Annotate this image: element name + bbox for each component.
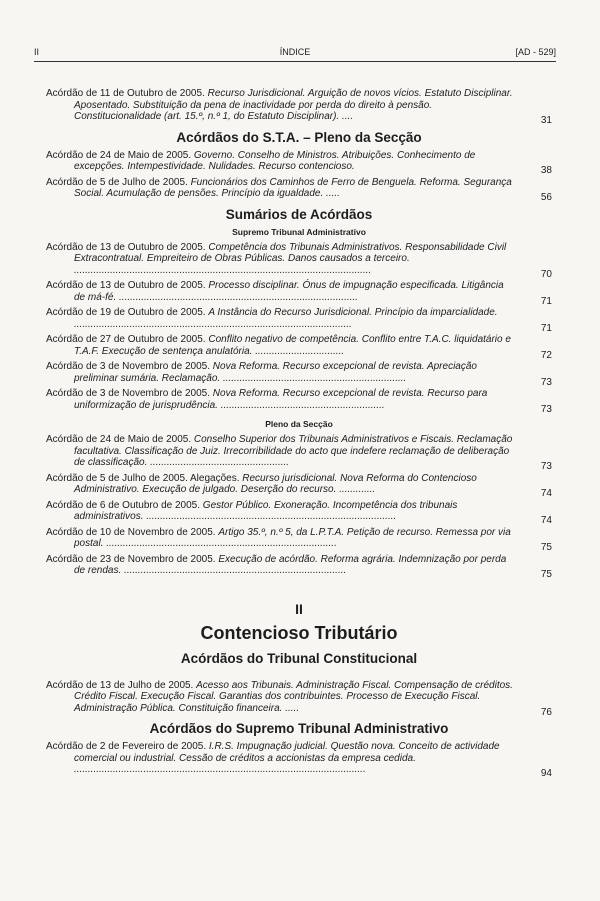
entry-date: Acórdão de 24 de Maio de 2005. [46, 434, 194, 445]
entry-subject: Conselho Superior dos Tribunais Administrativos e Fiscais. Reclamação facultativa. Classificação de Juiz. Irrecorribilidade do acto que indefere reclamação de deliberação de classificação. .................................................. [74, 434, 513, 468]
entry-page-number: 74 [540, 515, 552, 526]
entry-date: Acórdão de 3 de Novembro de 2005. [46, 388, 213, 399]
part-title: Contencioso Tributário [200, 622, 398, 643]
entry-date: Acórdão de 24 de Maio de 2005. [46, 149, 194, 161]
index-entry [46, 149, 552, 176]
entry-page-number: 73 [540, 376, 552, 388]
entry-date: Acórdão de 5 de Julho de 2005. Alegações. [46, 472, 243, 484]
index-entry [46, 553, 552, 580]
section-subheading-sta: Supremo Tribunal Administrativo [232, 226, 366, 237]
section-heading-sta-pleno: Acórdãos do S.T.A. – Pleno da Secção [176, 129, 422, 145]
section-heading-sta-tributario: Acórdãos do Supremo Tribunal Administrativo [149, 721, 449, 736]
entry-subject: Recurso jurisdicional. Nova Reforma do Contencioso Administrativo. Execução de julgado. Deserção do recurso. ............. [74, 472, 477, 495]
entry-date: Acórdão de 10 de Novembro de 2005. [46, 526, 219, 538]
index-entry [46, 472, 552, 499]
entry-date: Acórdão de 13 de Outubro de 2005. [46, 241, 209, 253]
entry-subject: Execução de acórdão. Reforma agrária. Indemnização por perda de rendas. ................................................................................ [74, 553, 507, 576]
entry-page-number: 38 [540, 165, 552, 176]
entry-subject: A Instância do Recurso Jurisdicional. Princípio da imparcialidade. .................................................................................................... [74, 307, 498, 330]
entry-subject: Artigo 35.º, n.º 5, da L.P.T.A. Petição de recurso. Remessa por via postal. ................................................................................... [74, 526, 511, 549]
index-entry [46, 741, 552, 779]
entry-subject: Nova Reforma. Recurso excepcional de revista. Recurso para uniformização de jurisprudência. ........................................................... [74, 388, 488, 411]
entry-page-number: 76 [540, 706, 552, 718]
entry-subject: Nova Reforma. Recurso excepcional de revista. Apreciação preliminar sumária. Reclamação. .................................................................. [74, 361, 477, 384]
section-heading-sumarios: Sumários de Acórdãos [225, 206, 373, 222]
index-entry [46, 176, 552, 203]
entry-subject: Gestor Público. Exoneração. Incompetência dos tribunais administrativos. .......................................................................................... [74, 499, 458, 522]
entry-page-number: 75 [540, 542, 552, 553]
entry-subject: Processo disciplinar. Ónus de impugnação especificada. Litigância de má-fé. ...................................................................................... [74, 280, 504, 303]
entry-subject: Competência dos Tribunais Administrativos. Responsabilidade Civil Extracontratual. Empreiteiro de Obras Públicas. Danos causados a terceiro. ........................................................................................................... [74, 241, 507, 276]
entry-date: Acórdão de 3 de Novembro de 2005. [46, 361, 213, 372]
entry-page-number: 70 [540, 268, 552, 280]
entry-page-number: 72 [540, 349, 552, 361]
index-entry [46, 679, 552, 718]
section-subheading-pleno: Pleno da Secção [265, 419, 333, 429]
entry-page-number: 31 [540, 115, 552, 126]
index-entry [46, 499, 552, 526]
index-entry [46, 334, 552, 361]
entry-date: Acórdão de 5 de Julho de 2005. [46, 176, 191, 188]
entry-subject: Funcionários dos Caminhos de Ferro de Benguela. Reforma. Segurança Social. Acumulação de pensões. Princípio da igualdade. ..... [74, 176, 512, 199]
header-code: [AD - 529] [515, 47, 556, 57]
entry-subject: I.R.S. Impugnação judicial. Questão nova. Conceito de actividade comercial ou industrial. Cessão de créditos a accionistas da empresa cedida. ......................................................................................................... [74, 741, 500, 775]
entry-date: Acórdão de 19 de Outubro de 2005. [46, 307, 209, 318]
entry-date: Acórdão de 13 de Julho de 2005. [46, 679, 197, 691]
entry-page-number: 56 [540, 192, 552, 203]
entry-date: Acórdão de 27 de Outubro de 2005. [46, 334, 209, 345]
entry-date: Acórdão de 11 de Outubro de 2005. [46, 88, 208, 99]
entry-subject: Acesso aos Tribunais. Administração Fiscal. Compensação de créditos. Crédito Fiscal. Execução Fiscal. Garantias dos contribuintes. Processo de Execução Fiscal. Administração Pública. Constituição financeira. ..... [74, 679, 513, 714]
entry-date: Acórdão de 13 de Outubro de 2005. [46, 280, 209, 291]
index-entry [46, 388, 552, 415]
index-entry [46, 88, 552, 126]
entry-page-number: 73 [540, 461, 552, 472]
part-roman-numeral: II [295, 600, 303, 617]
index-entry [46, 241, 552, 280]
entry-page-number: 94 [540, 768, 552, 779]
section-heading-tc: Acórdãos do Tribunal Constitucional [180, 650, 418, 666]
index-content [46, 88, 552, 780]
index-entry [46, 307, 552, 334]
index-entry [46, 280, 552, 307]
entry-page-number: 73 [540, 403, 552, 415]
header-title: ÍNDICE [279, 47, 311, 57]
index-entry [46, 526, 552, 553]
entry-date: Acórdão de 6 de Outubro de 2005. [46, 499, 203, 511]
entry-page-number: 71 [540, 295, 552, 307]
entry-date: Acórdão de 23 de Novembro de 2005. [46, 553, 219, 565]
entry-subject: Governo. Conselho de Ministros. Atribuições. Conhecimento de excepções. Intempestividade. Nulidades. Recurso contencioso. [74, 149, 476, 172]
index-entry [46, 434, 552, 472]
entry-date: Acórdão de 2 de Fevereiro de 2005. [46, 741, 209, 752]
entry-page-number: 75 [540, 569, 552, 580]
entry-page-number: 74 [540, 488, 552, 499]
header-page-roman: II [34, 47, 40, 57]
entry-page-number: 71 [540, 322, 552, 334]
entry-subject: Recurso Jurisdicional. Arguição de novos vícios. Estatuto Disciplinar. Aposentado. Substituição da pena de inactividade por perda do direito à pensão. Constitucionalidade (art. 15.º, n.º 1, do Estatuto Disciplinar). .... [74, 88, 513, 122]
index-entry [46, 361, 552, 388]
page-header [34, 47, 556, 62]
entry-subject: Conflito negativo de competência. Conflito entre T.A.C. liquidatário e T.A.F. Execução de sentença anulatória. ................................ [74, 334, 511, 357]
